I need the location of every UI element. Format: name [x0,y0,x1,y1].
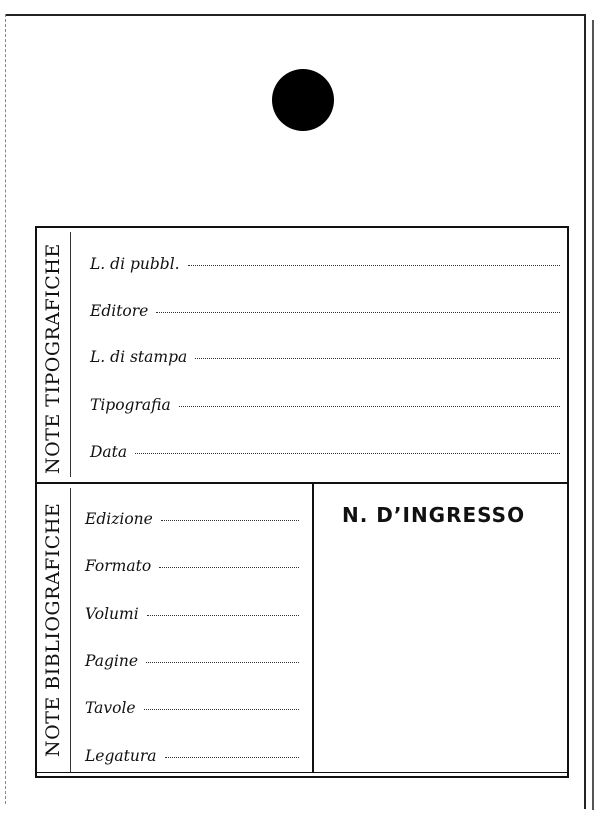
card-right-edge [584,14,586,809]
title-rule-bibliografiche [70,488,71,772]
form-bottom-rule [35,772,569,773]
field-editore[interactable] [90,302,560,320]
card-right-shadow [592,20,594,810]
field-label: Formato [85,557,152,575]
section-title-tipografiche: NOTE TIPOGRAFICHE [42,243,64,474]
section-title-bibliografiche: NOTE BIBLIOGRAFICHE [42,502,64,757]
column-divider [312,483,314,773]
card-left-edge [5,14,6,804]
field-tavole[interactable] [85,699,299,717]
field-luogo-stampa[interactable] [90,348,560,366]
field-line[interactable] [147,614,299,616]
numero-ingresso-label: N. D’INGRESSO [342,503,526,527]
field-label: Tipografia [90,396,171,414]
title-rule-tipografiche [70,232,71,477]
field-line[interactable] [165,756,300,758]
field-label: Legatura [85,747,157,765]
field-line[interactable] [188,264,560,266]
field-volumi[interactable] [85,605,299,623]
field-formato[interactable] [85,557,299,575]
field-line[interactable] [159,566,299,568]
field-tipografia[interactable] [90,396,560,414]
field-legatura[interactable] [85,747,299,765]
field-edizione[interactable] [85,510,299,528]
card-top-edge [6,14,584,16]
field-line[interactable] [179,405,560,407]
section-divider [35,482,569,484]
field-line[interactable] [146,661,299,663]
field-luogo-pubblicazione[interactable] [90,255,560,273]
field-line[interactable] [195,357,560,359]
field-label: Edizione [85,510,153,528]
field-label: Data [90,443,128,461]
field-pagine[interactable] [85,652,299,670]
field-data[interactable] [90,443,560,461]
field-label: Tavole [85,699,136,717]
field-label: Editore [90,302,149,320]
punch-hole [272,69,334,131]
field-label: L. di pubbl. [90,255,180,273]
field-label: Volumi [85,605,139,623]
field-label: Pagine [85,652,139,670]
field-line[interactable] [144,708,299,710]
field-line[interactable] [156,311,560,313]
field-label: L. di stampa [90,348,188,366]
field-line[interactable] [161,519,299,521]
field-line[interactable] [135,452,560,454]
